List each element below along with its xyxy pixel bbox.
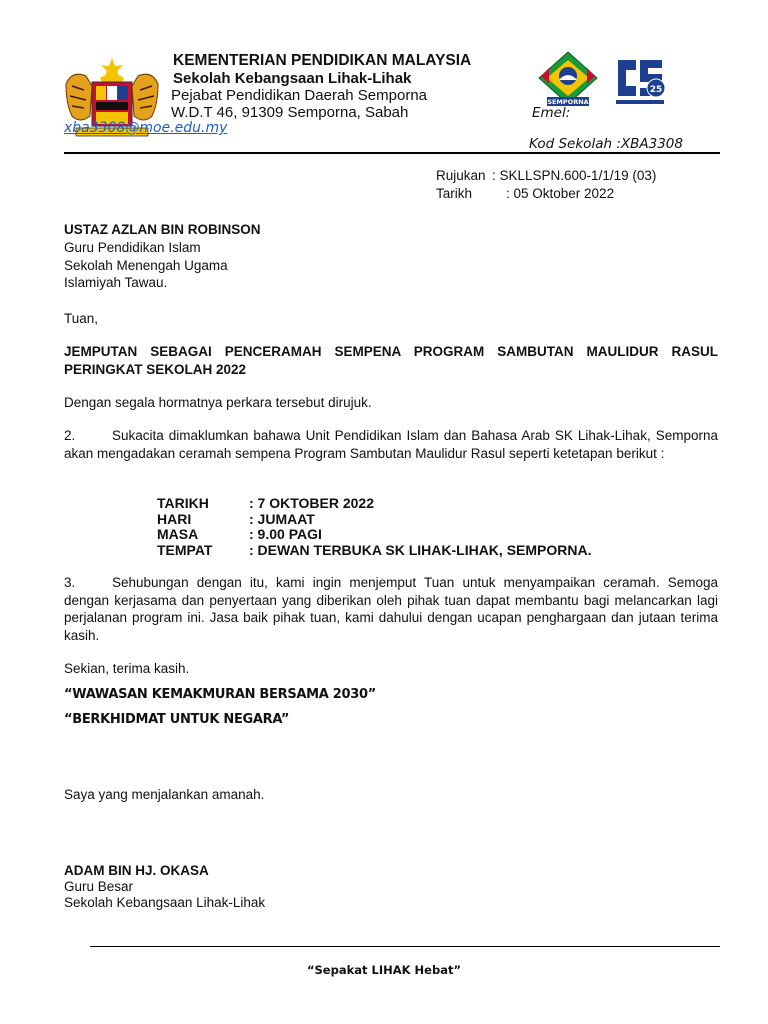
recipient-line-1: Guru Pendidikan Islam <box>64 240 201 255</box>
motto-wawasan: “WAWASAN KEMAKMURAN BERSAMA 2030” <box>64 687 376 702</box>
detail-label: MASA <box>157 526 199 542</box>
reference-label: Rujukan <box>436 168 486 183</box>
signature-intro: Saya yang menjalankan amanah. <box>64 787 265 802</box>
detail-value: : 7 OKTOBER 2022 <box>249 495 375 511</box>
logo-text: SEMPORNA <box>547 98 589 106</box>
event-details <box>157 496 591 558</box>
detail-label: HARI <box>157 510 192 527</box>
district-office: Pejabat Pendidikan Daerah Semporna <box>171 87 428 104</box>
letter-date <box>436 186 614 201</box>
ministry-title: KEMENTERIAN PENDIDIKAN MALAYSIA <box>173 52 472 69</box>
reference-number <box>436 168 656 183</box>
detail-label: TARIKH <box>157 495 209 511</box>
recipient-name: USTAZ AZLAN BIN ROBINSON <box>64 222 261 237</box>
sk-lihak-lihak-school-logo <box>537 50 599 110</box>
detail-value: : DEWAN TERBUKA SK LIHAK-LIHAK, SEMPORNA. <box>249 541 592 558</box>
signatory-name: ADAM BIN HJ. OKASA <box>64 863 209 878</box>
school-address: W.D.T 46, 91309 Semporna, Sabah <box>171 104 409 121</box>
paragraph-3-text: Sehubungan dengan itu, kami ingin menjemput Tuan untuk menyampaikan ceramah. Semoga dengan kerjasama dan penyertaan yang diberikan oleh pihak tuan dapat membantu bagi melancarkan lagi perjalanan program ini. Jasa baik pihak tuan, kami dahului dengan ucapan penghargaan dan jutaan terima kasih. <box>64 575 718 643</box>
paragraph-2-text: Sukacita dimaklumkan bahawa Unit Pendidikan Islam dan Bahasa Arab SK Lihak-Lihak, Semporna akan mengadakan ceramah sempena Program Sambutan Maulidur Rasul seperti ketetapan berikut : <box>64 428 718 461</box>
svg-text:25: 25 <box>649 85 663 95</box>
footer-divider <box>90 946 720 947</box>
recipient-line-3: Islamiyah Tawau. <box>64 275 168 290</box>
detail-row-venue <box>157 543 591 559</box>
date-value: : 05 Oktober 2022 <box>506 186 615 201</box>
detail-value: : 9.00 PAGI <box>249 526 322 542</box>
detail-row-day <box>157 512 591 528</box>
email-link[interactable]: xba3308@moe.edu.my <box>64 120 228 136</box>
footer-slogan: “Sepakat LIHAK Hebat” <box>306 963 462 977</box>
salutation: Tuan, <box>64 311 99 326</box>
school-name: Sekolah Kebangsaan Lihak-Lihak <box>173 70 412 87</box>
signatory-school: Sekolah Kebangsaan Lihak-Lihak <box>64 895 266 910</box>
paragraph-2-number: 2. <box>64 428 76 443</box>
email-label: Emel: <box>532 105 571 121</box>
paragraph-3 <box>64 574 718 644</box>
detail-row-date <box>157 496 591 512</box>
closing-line: Sekian, terima kasih. <box>64 661 190 676</box>
letter-subject: JEMPUTAN SEBAGAI PENCERAMAH SEMPENA PROGRAM SAMBUTAN MAULIDUR RASUL PERINGKAT SEKOLAH 2022 <box>64 344 718 377</box>
paragraph-3-number: 3. <box>64 575 76 590</box>
signatory-title: Guru Besar <box>64 879 134 894</box>
detail-label: TEMPAT <box>157 541 213 558</box>
detail-row-time <box>157 527 591 543</box>
date-label: Tarikh <box>436 186 473 201</box>
opening-line: Dengan segala hormatnya perkara tersebut dirujuk. <box>64 395 372 410</box>
recipient-line-2: Sekolah Menengah Ugama <box>64 258 228 273</box>
paragraph-2 <box>64 427 718 462</box>
motto-berkhidmat: “BERKHIDMAT UNTUK NEGARA” <box>64 712 290 727</box>
detail-value: : JUMAAT <box>249 510 315 527</box>
institution-emblem-logo <box>612 52 668 106</box>
school-code: Kod Sekolah :XBA3308 <box>529 136 683 152</box>
header-divider <box>64 152 720 154</box>
reference-value: : SKLLSPN.600-1/1/19 (03) <box>492 168 657 183</box>
